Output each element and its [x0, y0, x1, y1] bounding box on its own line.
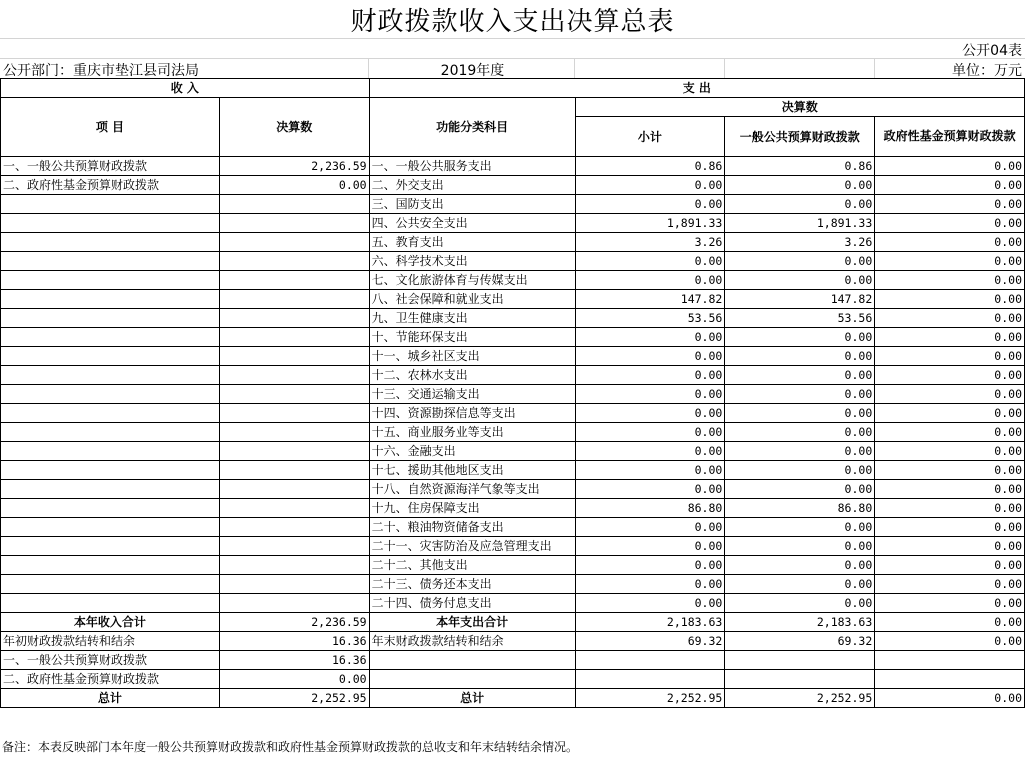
- grand-total-general: 2,252.95: [725, 689, 875, 708]
- expense-general: 0.00: [725, 461, 875, 480]
- table-row: [1, 271, 1025, 290]
- expense-fund: 0.00: [875, 442, 1025, 461]
- expense-general: 0.86: [725, 157, 875, 176]
- income-item: [1, 480, 220, 499]
- income-amount: [219, 423, 369, 442]
- grand-total-label: 总计: [1, 689, 220, 708]
- income-item: [1, 404, 220, 423]
- table-row: [1, 252, 1025, 271]
- form-code-row: [0, 38, 1025, 59]
- income-amount: 2,236.59: [219, 157, 369, 176]
- expense-fund: 0.00: [875, 290, 1025, 309]
- income-amount: [219, 461, 369, 480]
- income-item: [1, 328, 220, 347]
- end-balance-label: 年末财政拨款结转和结余: [369, 632, 575, 651]
- income-item: [1, 499, 220, 518]
- begin-general-value: 16.36: [219, 651, 369, 670]
- income-total-value: 2,236.59: [219, 613, 369, 632]
- grand-total-income: 2,252.95: [219, 689, 369, 708]
- expense-fund: 0.00: [875, 404, 1025, 423]
- income-amount: [219, 233, 369, 252]
- income-item: [1, 366, 220, 385]
- expense-general: 3.26: [725, 233, 875, 252]
- income-amount: [219, 366, 369, 385]
- empty-cell: [369, 651, 575, 670]
- expense-subtotal: 0.00: [575, 480, 725, 499]
- final-amount-header: 决算数: [219, 98, 369, 157]
- income-item: [1, 556, 220, 575]
- income-amount: [219, 214, 369, 233]
- table-row: [1, 385, 1025, 404]
- income-item: [1, 385, 220, 404]
- expense-item: 十二、农林水支出: [369, 366, 575, 385]
- income-item: [1, 594, 220, 613]
- expense-fund: 0.00: [875, 252, 1025, 271]
- expense-subtotal: 0.00: [575, 366, 725, 385]
- expense-general: 0.00: [725, 328, 875, 347]
- expense-item: 五、教育支出: [369, 233, 575, 252]
- table-row: [1, 290, 1025, 309]
- table-row: [1, 157, 1025, 176]
- expense-general: 0.00: [725, 556, 875, 575]
- expense-general: 0.00: [725, 195, 875, 214]
- expense-general: 0.00: [725, 537, 875, 556]
- expense-fund: 0.00: [875, 309, 1025, 328]
- expense-item: 十三、交通运输支出: [369, 385, 575, 404]
- expense-item: 十八、自然资源海洋气象等支出: [369, 480, 575, 499]
- expense-item: 二、外交支出: [369, 176, 575, 195]
- expense-item: 十六、金融支出: [369, 442, 575, 461]
- end-balance-subtotal: 69.32: [575, 632, 725, 651]
- income-item: [1, 252, 220, 271]
- income-amount: [219, 252, 369, 271]
- final-amount-group-header: 决算数: [575, 98, 1024, 117]
- expense-general: 0.00: [725, 423, 875, 442]
- expense-subtotal: 0.00: [575, 195, 725, 214]
- income-amount: [219, 347, 369, 366]
- expense-item: 九、卫生健康支出: [369, 309, 575, 328]
- expense-fund: 0.00: [875, 271, 1025, 290]
- end-balance-fund: 0.00: [875, 632, 1025, 651]
- expense-fund: 0.00: [875, 233, 1025, 252]
- table-row: [1, 480, 1025, 499]
- expense-fund: 0.00: [875, 594, 1025, 613]
- begin-fund-value: 0.00: [219, 670, 369, 689]
- empty-cell: [725, 670, 875, 689]
- expense-subtotal: 0.00: [575, 252, 725, 271]
- empty-cell: [875, 651, 1025, 670]
- grand-total-expense-label: 总计: [369, 689, 575, 708]
- report-title: 财政拨款收入支出决算总表: [350, 6, 675, 37]
- expense-subtotal: 0.00: [575, 461, 725, 480]
- income-item: 一、一般公共预算财政拨款: [1, 157, 220, 176]
- expense-item: 十四、资源勘探信息等支出: [369, 404, 575, 423]
- expense-fund: 0.00: [875, 195, 1025, 214]
- footnote: 备注：本表反映部门本年度一般公共预算财政拨款和政府性基金预算财政拨款的总收支和年末结转结余情况。: [2, 740, 579, 754]
- empty-cell: [575, 670, 725, 689]
- table-row: [1, 214, 1025, 233]
- expense-total-fund: 0.00: [875, 613, 1025, 632]
- table-row: [1, 499, 1025, 518]
- expense-subtotal: 147.82: [575, 290, 725, 309]
- table-row: [1, 309, 1025, 328]
- expense-subtotal: 86.80: [575, 499, 725, 518]
- table-row: [1, 556, 1025, 575]
- expense-fund: 0.00: [875, 366, 1025, 385]
- table-row: [1, 537, 1025, 556]
- expense-general: 86.80: [725, 499, 875, 518]
- expense-total-subtotal: 2,183.63: [575, 613, 725, 632]
- income-item: [1, 461, 220, 480]
- expense-fund: 0.00: [875, 480, 1025, 499]
- expense-fund: 0.00: [875, 499, 1025, 518]
- expense-fund: 0.00: [875, 518, 1025, 537]
- income-amount: [219, 271, 369, 290]
- income-amount: [219, 518, 369, 537]
- expense-general: 53.56: [725, 309, 875, 328]
- expense-item: 一、一般公共服务支出: [369, 157, 575, 176]
- empty-cell: [875, 670, 1025, 689]
- unit-label: 单位：万元: [952, 63, 1022, 79]
- expense-item: 十一、城乡社区支出: [369, 347, 575, 366]
- income-item: [1, 347, 220, 366]
- expense-general: 0.00: [725, 347, 875, 366]
- income-amount: [219, 480, 369, 499]
- end-balance-general: 69.32: [725, 632, 875, 651]
- expense-total-label: 本年支出合计: [369, 613, 575, 632]
- expense-subtotal: 0.00: [575, 537, 725, 556]
- expense-subtotal: 3.26: [575, 233, 725, 252]
- income-amount: [219, 309, 369, 328]
- divider: [874, 59, 875, 79]
- expense-subtotal: 0.00: [575, 594, 725, 613]
- grand-total-subtotal: 2,252.95: [575, 689, 725, 708]
- empty-cell: [575, 651, 725, 670]
- subtotal-header: 小计: [575, 117, 725, 157]
- divider: [724, 59, 725, 79]
- income-amount: [219, 195, 369, 214]
- expense-general: 0.00: [725, 442, 875, 461]
- expense-subtotal: 0.00: [575, 575, 725, 594]
- table-row: [1, 176, 1025, 195]
- expense-item: 六、科学技术支出: [369, 252, 575, 271]
- function-category-header: 功能分类科目: [369, 98, 575, 157]
- expense-subtotal: 53.56: [575, 309, 725, 328]
- year-label: 2019年度: [440, 63, 505, 79]
- expense-fund: 0.00: [875, 461, 1025, 480]
- expense-item: 二十三、债务还本支出: [369, 575, 575, 594]
- expense-subtotal: 0.00: [575, 556, 725, 575]
- expense-subtotal: 0.00: [575, 176, 725, 195]
- table-row: [1, 518, 1025, 537]
- expense-general: 0.00: [725, 594, 875, 613]
- expense-subtotal: 0.00: [575, 271, 725, 290]
- income-amount: [219, 290, 369, 309]
- expense-fund: 0.00: [875, 214, 1025, 233]
- budget-table: [0, 78, 1025, 708]
- expense-fund: 0.00: [875, 385, 1025, 404]
- income-item: [1, 537, 220, 556]
- expense-general: 147.82: [725, 290, 875, 309]
- expense-general: 0.00: [725, 480, 875, 499]
- empty-cell: [725, 651, 875, 670]
- table-row: [1, 442, 1025, 461]
- expense-general: 0.00: [725, 404, 875, 423]
- expense-subtotal: 0.86: [575, 157, 725, 176]
- expense-general: 0.00: [725, 176, 875, 195]
- income-amount: [219, 404, 369, 423]
- grand-total-fund: 0.00: [875, 689, 1025, 708]
- income-total-label: 本年收入合计: [1, 613, 220, 632]
- income-amount: [219, 328, 369, 347]
- income-item: [1, 214, 220, 233]
- expense-subtotal: 0.00: [575, 518, 725, 537]
- income-amount: [219, 556, 369, 575]
- expense-item: 二十一、灾害防治及应急管理支出: [369, 537, 575, 556]
- expense-general: 0.00: [725, 385, 875, 404]
- expense-fund: 0.00: [875, 157, 1025, 176]
- expense-item: 八、社会保障和就业支出: [369, 290, 575, 309]
- table-row: [1, 404, 1025, 423]
- expense-general: 0.00: [725, 366, 875, 385]
- expense-fund: 0.00: [875, 328, 1025, 347]
- table-row: [1, 347, 1025, 366]
- income-item: [1, 195, 220, 214]
- income-item: 二、政府性基金预算财政拨款: [1, 176, 220, 195]
- expense-fund: 0.00: [875, 575, 1025, 594]
- table-row: [1, 328, 1025, 347]
- begin-balance-value: 16.36: [219, 632, 369, 651]
- expense-item: 二十四、债务付息支出: [369, 594, 575, 613]
- expense-header: 支 出: [369, 79, 1024, 98]
- expense-subtotal: 0.00: [575, 442, 725, 461]
- expense-fund: 0.00: [875, 423, 1025, 442]
- table-row: [1, 461, 1025, 480]
- income-amount: [219, 575, 369, 594]
- income-amount: [219, 385, 369, 404]
- expense-fund: 0.00: [875, 176, 1025, 195]
- income-item: [1, 271, 220, 290]
- expense-subtotal: 0.00: [575, 404, 725, 423]
- expense-fund: 0.00: [875, 347, 1025, 366]
- expense-subtotal: 0.00: [575, 385, 725, 404]
- table-row: [1, 423, 1025, 442]
- item-header: 项 目: [1, 98, 220, 157]
- income-item: [1, 518, 220, 537]
- expense-general: 0.00: [725, 518, 875, 537]
- income-item: [1, 290, 220, 309]
- expense-general: 0.00: [725, 252, 875, 271]
- general-budget-header: 一般公共预算财政拨款: [725, 117, 875, 157]
- expense-item: 二十、粮油物资储备支出: [369, 518, 575, 537]
- table-row: [1, 233, 1025, 252]
- table-row: [1, 195, 1025, 214]
- table-row: [1, 594, 1025, 613]
- expense-general: 0.00: [725, 271, 875, 290]
- form-code: 公开04表: [962, 43, 1022, 59]
- department-label: 公开部门：重庆市垫江县司法局: [3, 63, 199, 79]
- expense-fund: 0.00: [875, 556, 1025, 575]
- table-row: [1, 366, 1025, 385]
- expense-item: 十、节能环保支出: [369, 328, 575, 347]
- income-item: [1, 442, 220, 461]
- expense-subtotal: 1,891.33: [575, 214, 725, 233]
- expense-fund: 0.00: [875, 537, 1025, 556]
- expense-subtotal: 0.00: [575, 328, 725, 347]
- expense-item: 二十二、其他支出: [369, 556, 575, 575]
- expense-general: 0.00: [725, 575, 875, 594]
- income-item: [1, 309, 220, 328]
- income-amount: [219, 594, 369, 613]
- expense-subtotal: 0.00: [575, 347, 725, 366]
- expense-item: 十五、商业服务业等支出: [369, 423, 575, 442]
- table-row: [1, 575, 1025, 594]
- expense-item: 十九、住房保障支出: [369, 499, 575, 518]
- expense-total-general: 2,183.63: [725, 613, 875, 632]
- meta-row: [0, 58, 1025, 79]
- income-item: [1, 423, 220, 442]
- income-amount: 0.00: [219, 176, 369, 195]
- expense-item: 三、国防支出: [369, 195, 575, 214]
- divider: [368, 59, 369, 79]
- income-amount: [219, 499, 369, 518]
- begin-fund-label: 二、政府性基金预算财政拨款: [1, 670, 220, 689]
- income-header: 收 入: [1, 79, 370, 98]
- expense-item: 七、文化旅游体育与传媒支出: [369, 271, 575, 290]
- income-item: [1, 575, 220, 594]
- begin-general-label: 一、一般公共预算财政拨款: [1, 651, 220, 670]
- income-amount: [219, 537, 369, 556]
- expense-general: 1,891.33: [725, 214, 875, 233]
- divider: [574, 59, 575, 79]
- income-item: [1, 233, 220, 252]
- expense-item: 四、公共安全支出: [369, 214, 575, 233]
- gov-fund-budget-header: 政府性基金预算财政拨款: [875, 117, 1025, 157]
- begin-balance-label: 年初财政拨款结转和结余: [1, 632, 220, 651]
- expense-subtotal: 0.00: [575, 423, 725, 442]
- income-amount: [219, 442, 369, 461]
- expense-item: 十七、援助其他地区支出: [369, 461, 575, 480]
- empty-cell: [369, 670, 575, 689]
